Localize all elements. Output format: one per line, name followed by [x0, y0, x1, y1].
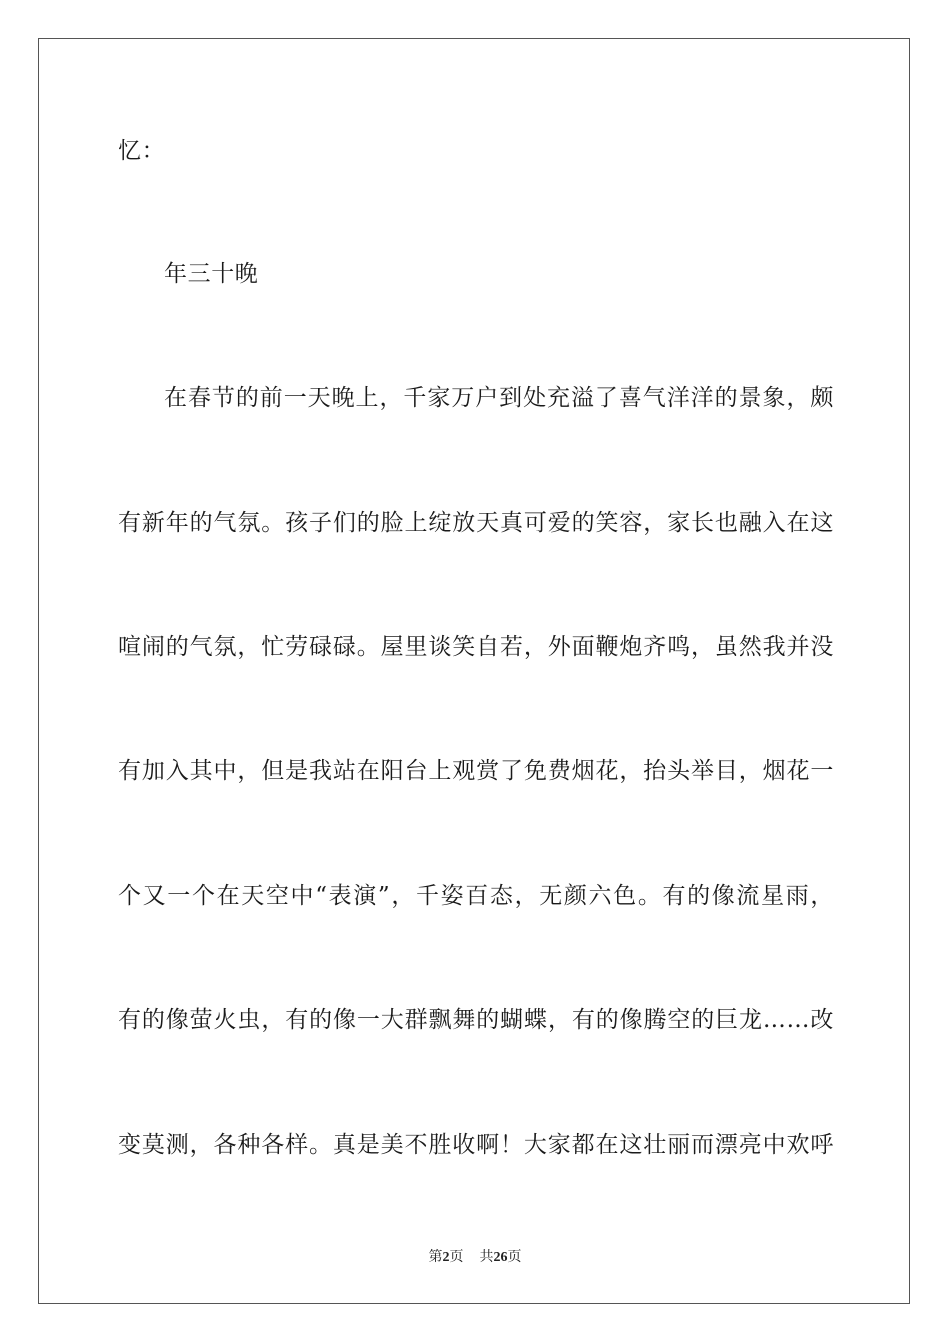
paragraph-line-7: 变莫测，各种各样。真是美不胜收啊！大家都在这壮丽而漂亮中欢呼 — [118, 1132, 834, 1158]
page-frame — [38, 38, 910, 1304]
footer-total-suffix: 页 — [507, 1249, 522, 1265]
section-heading: 年三十晚 — [164, 261, 259, 287]
paragraph-line-6: 有的像萤火虫，有的像一大群飘舞的蝴蝶，有的像腾空的巨龙……改 — [118, 1007, 834, 1033]
text-line-1: 忆： — [118, 138, 166, 164]
footer-total-pages: 26 — [493, 1250, 508, 1265]
paragraph-line-3: 喧闹的气氛，忙劳碌碌。屋里谈笑自若，外面鞭炮齐鸣，虽然我并没 — [118, 634, 834, 660]
paragraph-line-1: 在春节的前一天晚上，千家万户到处充溢了喜气洋洋的景象，颇 — [164, 385, 834, 411]
footer-page-suffix: 页 — [449, 1249, 464, 1265]
paragraph-line-2: 有新年的气氛。孩子们的脸上绽放天真可爱的笑容，家长也融入在这 — [118, 510, 834, 536]
page-footer — [0, 1247, 950, 1268]
footer-total-prefix: 共 — [479, 1249, 494, 1265]
paragraph-line-4: 有加入其中，但是我站在阳台上观赏了免费烟花，抬头举目，烟花一 — [118, 758, 834, 784]
footer-page-number: 2 — [442, 1250, 450, 1265]
paragraph-line-5: 个又一个在天空中“表演”，千姿百态，无颜六色。有的像流星雨， — [118, 883, 834, 909]
footer-page-prefix: 第 — [428, 1249, 443, 1265]
